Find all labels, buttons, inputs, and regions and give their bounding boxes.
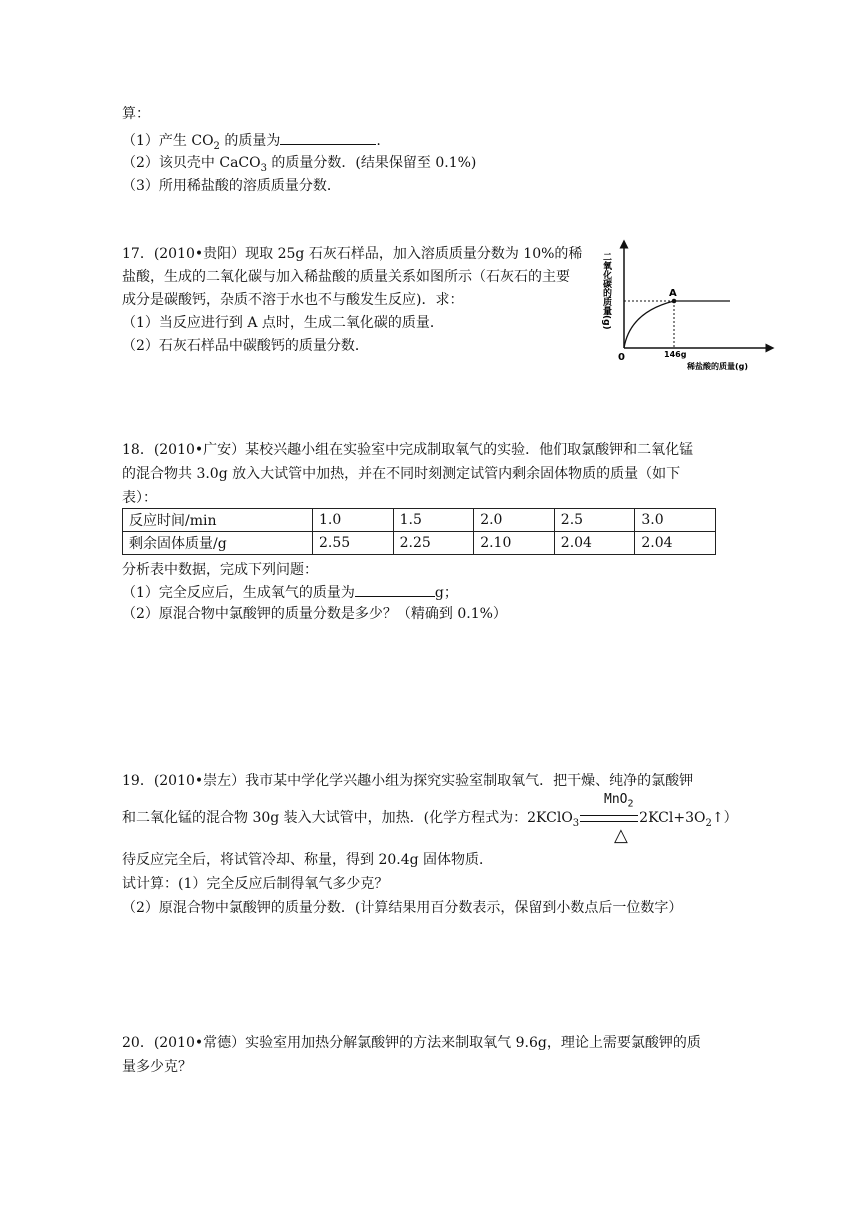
co2-mass-chart: [590, 238, 780, 378]
q19-line-4: 试计算：(1）完全反应后制得氧气多少克？: [122, 876, 389, 892]
q17-part-1: （1）当反应进行到 A 点时，生成二氧化碳的质量．: [122, 315, 444, 331]
q19-line-3: 待反应完全后，将试管冷却、称量，得到 20.4g 固体物质．: [122, 852, 494, 868]
point-a: [672, 299, 677, 304]
q16-line-0: 算：: [122, 106, 150, 122]
q18-line-2: 的混合物共 3.0g 放入大试管中加热，并在不同时刻测定试管内剩余固体物质的质量（如下: [122, 466, 681, 482]
table-cell: 2.25: [393, 532, 474, 555]
series-line-rise: [624, 301, 674, 348]
q18-part-1: （1）完全反应后，生成氧气的质量为 g；: [122, 582, 458, 603]
q18-line-1: 18．(2010•广安）某校兴趣小组在实验室中完成制取氧气的实验．他们取氯酸钾和二氧化锰: [122, 442, 694, 458]
table-cell: 2.0: [474, 509, 555, 532]
q20-line-1: 20．(2010•常德）实验室用加热分解氯酸钾的方法来制取氧气 9.6g，理论上需要氯酸钾的质: [122, 1035, 701, 1051]
x-axis-label: 稀盐酸的质量(g): [687, 362, 749, 371]
answer-blank[interactable]: [280, 130, 376, 145]
table-cell: 2.10: [474, 532, 555, 555]
origin-label: 0: [618, 352, 625, 363]
q20-line-2: 量多少克？: [122, 1059, 192, 1075]
q18-line-4: 分析表中数据，完成下列问题：: [122, 562, 318, 578]
table-cell: 2.04: [635, 532, 716, 555]
q19-line-1: 19．(2010•崇左）我市某中学化学兴趣小组为探究实验室制取氧气．把干燥、纯净的氯酸钾: [122, 773, 694, 789]
q16-part-2: （2）该贝壳中 CaCO$_3$ 的质量分数．(结果保留至 0.1%): [122, 155, 477, 174]
equation-heat-condition: △: [614, 825, 628, 846]
table-row: [123, 509, 716, 532]
table-row-label: 反应时间/min: [123, 509, 313, 532]
q18-line-3: 表）：: [122, 490, 157, 506]
q16-part-3: （3）所用稀盐酸的溶质质量分数．: [122, 178, 341, 194]
table-row: [123, 532, 716, 555]
q16-part-1: （1）产生 $CO_2$ 的质量为 .: [122, 130, 381, 157]
table-cell: 1.5: [393, 509, 474, 532]
q17-line-2: 盐酸，生成的二氧化碳与加入稀盐酸的质量关系如图所示（石灰石的主要: [122, 269, 570, 285]
table-cell: 2.04: [554, 532, 635, 555]
q17-line-1: 17．(2010•贵阳）现取 25g 石灰石样品，加入溶质质量分数为 10%的稀: [122, 246, 583, 262]
table-row-label: 剩余固体质量/g: [123, 532, 313, 555]
q17-part-2: （2）石灰石样品中碳酸钙的质量分数．: [122, 338, 369, 354]
answer-blank[interactable]: [355, 582, 435, 597]
table-cell: 2.55: [313, 532, 394, 555]
q17-line-3: 成分是碳酸钙，杂质不溶于水也不与酸发生反应)．求：: [122, 292, 464, 308]
reaction-data-table: [122, 508, 716, 555]
q18-part-2: （2）原混合物中氯酸钾的质量分数是多少？（精确到 0.1%）: [122, 606, 507, 622]
x-tick-146: 146g: [664, 350, 687, 359]
point-a-label: A: [669, 288, 677, 299]
q19-line-2: 和二氧化锰的混合物 30g 装入大试管中，加热．(化学方程式为：2KClO$_3$ $2KCl+3O_2↑$）: [122, 810, 738, 829]
q19-line-5: （2）原混合物中氯酸钾的质量分数．(计算结果用百分数表示，保留到小数点后一位数字）: [122, 900, 683, 916]
table-cell: 1.0: [313, 509, 394, 532]
table-cell: 3.0: [635, 509, 716, 532]
equation-equals-sign: [580, 815, 638, 822]
y-axis-label: 二氧化碳的质量(g): [601, 252, 611, 330]
equation-catalyst: MnO$_2$: [604, 792, 634, 810]
table-cell: 2.5: [554, 509, 635, 532]
